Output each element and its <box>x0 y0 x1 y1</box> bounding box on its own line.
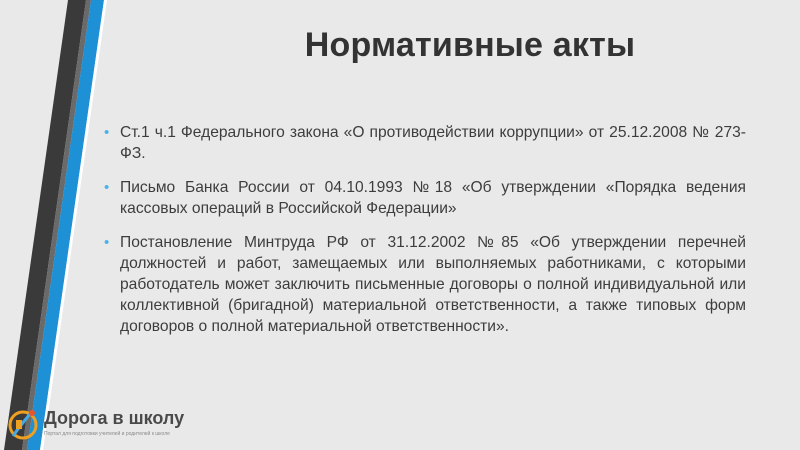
bullet-text: Постановление Минтруда РФ от 31.12.2002 №85 «Об утверждении перечней должностей и работ, замещаемых или выполняемых работниками, с которыми работодатель может заключить письменные договоры о полной индивидуальной или коллективной (бригадной) материальной ответственности, а также типовых форм договоров о полной материальной ответственности». <box>120 234 746 335</box>
logo-name: Дорога в школу <box>44 408 185 428</box>
bullet-item <box>104 122 746 164</box>
bullet-marker: • <box>104 234 110 251</box>
logo-tagline: Портал для подготовки учителей и родителей к школе <box>44 431 170 437</box>
bullet-list <box>104 122 746 350</box>
bullet-item <box>104 177 746 219</box>
gray-stripe <box>22 0 91 450</box>
site-logo[interactable] <box>8 406 208 446</box>
bullet-text: Письмо Банка России от 04.10.1993 №18 «Об утверждении «Порядка ведения кассовых операций в Российской Федерации» <box>120 179 746 217</box>
logo-icon <box>8 406 40 444</box>
slide-title: Нормативные акты <box>304 26 636 64</box>
bullet-item <box>104 232 746 337</box>
bullet-marker: • <box>104 179 110 196</box>
bullet-text: Ст.1 ч.1 Федерального закона «О противодействии коррупции» от 25.12.2008 № 273-ФЗ. <box>120 124 746 162</box>
bullet-marker: • <box>104 124 110 141</box>
